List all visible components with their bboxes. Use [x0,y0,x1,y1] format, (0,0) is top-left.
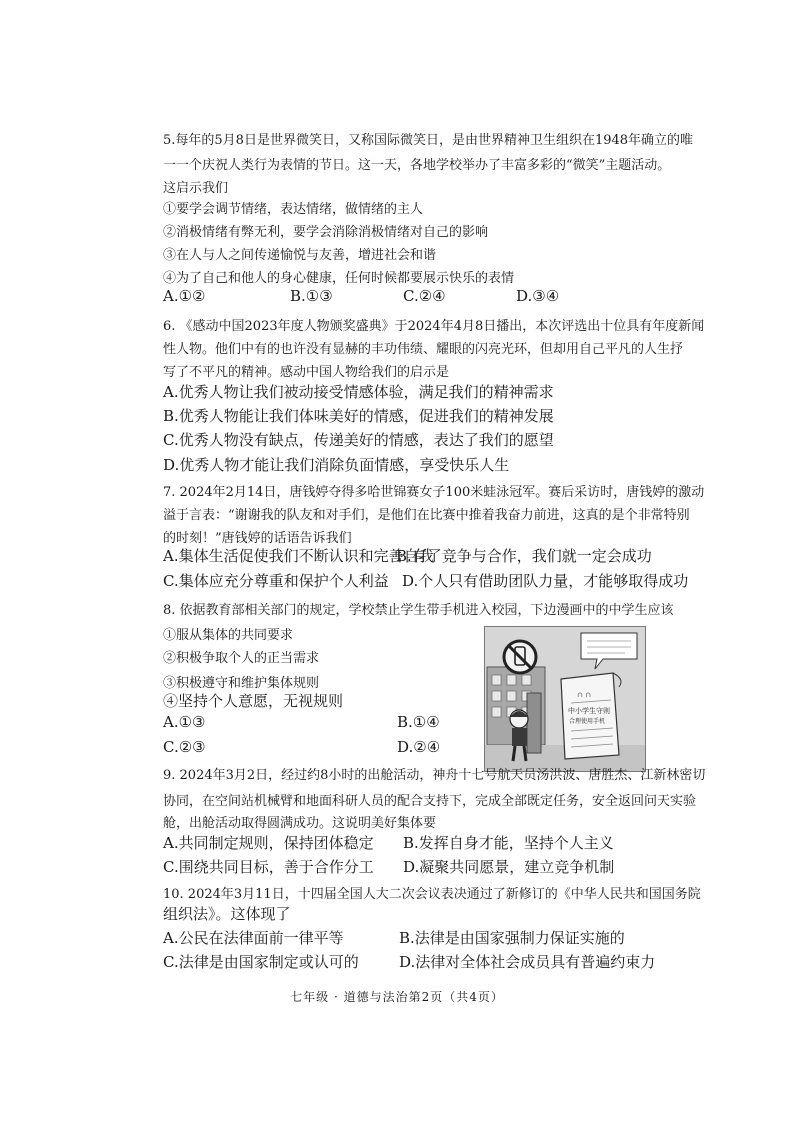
q9-stem-line-2: 协同，在空间站机械臂和地面科研人员的配合支持下，完成全部既定任务，安全返回问天实验 [163,794,697,809]
q8-stem: 8. 依据教育部相关部门的规定，学校禁止学生带手机进入校园，下边漫画中的中学生应该 [163,603,674,618]
q6-stem-line-3: 写了不平凡的精神。感动中国人物给我们的启示是 [163,365,450,380]
q6-stem-line-2: 性人物。他们中有的也许没有显赫的丰功伟绩、耀眼的闪亮光环，但却用自己平凡的人生抒 [163,342,684,357]
q5-item-4: ④为了自己和他人的身心健康，任何时候都要展示快乐的表情 [163,271,515,286]
cartoon-sign-subtext: 合理使用手机 [569,718,606,725]
q6-option-c: C.优秀人物没有缺点，传递美好的情感，表达了我们的愿望 [163,431,554,449]
q9-option-c: C.围绕共同目标，善于合作分工 [163,858,374,876]
q6-option-a: A.优秀人物让我们被动接受情感体验，满足我们的精神需求 [163,383,554,401]
q7-option-d: D.个人只有借助团队力量，才能够取得成功 [402,572,689,590]
cartoon-sign-text: 中小学生守则 [568,707,610,715]
q10-option-a: A.公民在法律面前一律平等 [163,929,344,947]
page-footer: 七年级 · 道德与法治第2页（共4页） [290,990,504,1004]
q6-option-d: D.优秀人物才能让我们消除负面情感，享受快乐人生 [163,456,510,474]
q5-item-2: ②消极情绪有弊无利，要学会消除消极情绪对自己的影响 [163,225,489,240]
q5-item-3: ③在人与人之间传递愉悦与友善，增进社会和谐 [163,248,437,263]
q5-stem-line-2: 一一个庆祝人类行为表情的节日。这一天，各地学校举办了丰富多彩的“微笑”主题活动。 [163,158,671,173]
q8-option-a: A.①③ [163,713,206,731]
q10-stem-line-1: 10. 2024年3月11日，十四届全国人大二次会议表决通过了新修订的《中华人民共和国国务院 [163,887,701,902]
q7-stem-line-1: 7. 2024年2月14日，唐钱婷夺得多哈世锦赛女子100米蛙泳冠军。赛后采访时，唐钱婷的激动 [163,485,705,500]
q10-option-c: C.法律是由国家制定或认可的 [163,953,359,971]
q9-stem-line-1: 9. 2024年3月2日，经过约8小时的出舱活动，神舟十七号航天员汤洪波、唐胜杰、江新林密切 [163,768,706,783]
q8-item-3: ③积极遵守和维护集体规则 [163,676,320,691]
q7-stem-line-2: 溢于言表：“谢谢我的队友和对手们，是他们在比赛中推着我奋力前进，这真的是个非常特别 [163,508,690,523]
cartoon-image [484,626,646,772]
q8-option-c: C.②③ [163,738,206,756]
q8-item-2: ②积极争取个人的正当需求 [163,651,320,666]
q5-stem-line-3: 这启示我们 [163,181,229,196]
q7-option-b: B.有了竞争与合作，我们就一定会成功 [396,547,652,565]
q9-option-a: A.共同制定规则，保持团体稳定 [163,834,374,852]
q8-option-d: D.②④ [397,738,441,756]
q5-item-1: ①要学会调节情绪，表达情绪，做情绪的主人 [163,202,424,217]
q8-item-1: ①服从集体的共同要求 [163,628,294,643]
q10-option-d: D.法律对全体社会成员具有普遍约束力 [399,953,656,971]
q5-stem-line-1: 5.每年的5月8日是世界微笑日，又称国际微笑日，是由世界精神卫生组织在1948年确立的唯 [163,133,694,148]
q5-option-b: B.①③ [290,287,333,305]
q7-option-c: C.集体应充分尊重和保护个人利益 [163,572,389,590]
q10-stem-line-2: 组织法》。这体现了 [163,905,291,923]
q5-option-d: D.③④ [516,287,560,305]
q7-stem-line-3: 的时刻！”唐钱婷的话语告诉我们 [163,531,352,546]
q8-item-4: ④坚持个人意愿，无视规则 [163,692,344,710]
q5-option-a: A.①② [163,287,206,305]
q10-option-b: B.法律是由国家强制力保证实施的 [399,929,625,947]
q9-option-b: B.发挥自身才能，坚持个人主义 [403,834,614,852]
q6-option-b: B.优秀人物能让我们体味美好的情感，促进我们的精神发展 [163,407,554,425]
q7-option-a: A.集体生活促使我们不断认识和完善自我 [163,547,434,565]
cartoon-face-text: ∩ ∩ [577,691,591,699]
q5-option-c: C.②④ [403,287,446,305]
q9-stem-line-3: 舱，出舱活动取得圆满成功。这说明美好集体要 [163,816,437,831]
q9-option-d: D.凝聚共同愿景，建立竞争机制 [403,858,615,876]
q8-option-b: B.①④ [397,713,440,731]
q6-stem-line-1: 6. 《感动中国2023年度人物颁奖盛典》于2024年4月8日播出，本次评选出十位具有年度新闻 [163,319,705,334]
cartoon-illustration [485,627,645,771]
